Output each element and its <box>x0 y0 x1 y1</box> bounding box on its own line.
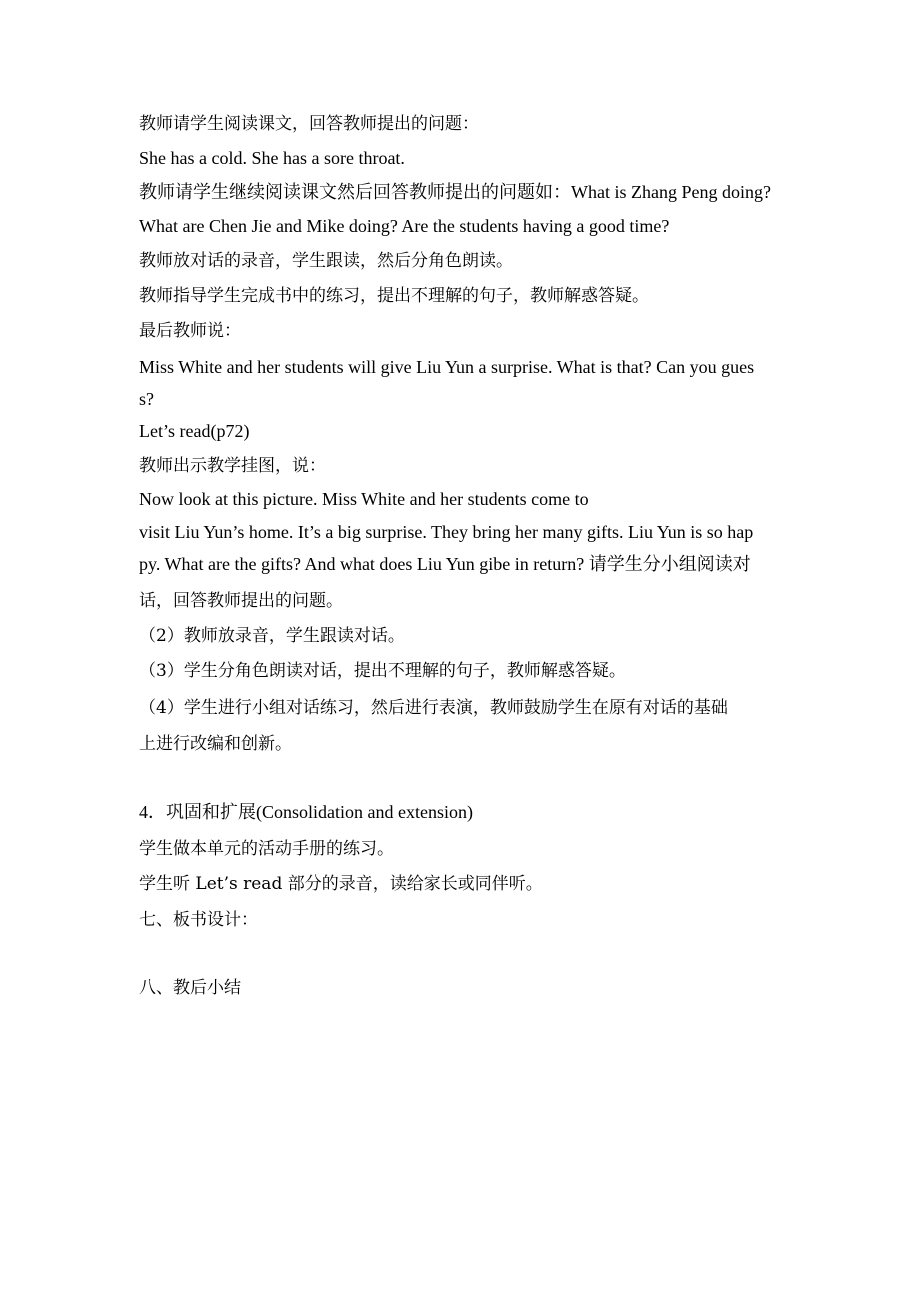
text-line: 最后教师说： <box>139 321 241 341</box>
text-line: 教师出示教学挂图，说： <box>139 456 326 476</box>
text-line: Miss White and her students will give Liu Yun a surprise. What is that? Can you gues <box>139 357 755 377</box>
text-line: Let’s read(p72) <box>139 421 250 441</box>
text-line: 教师指导学生完成书中的练习，提出不理解的句子，教师解惑答疑。 <box>139 286 649 306</box>
text-line: 教师放对话的录音，学生跟读，然后分角色朗读。 <box>139 251 513 271</box>
text-line: 学生听 Let’s read 部分的录音，读给家长或同伴听。 <box>139 874 543 894</box>
text-line: 教师请学生继续阅读课文然后回答教师提出的问题如：What is Zhang Peng doing? <box>139 182 771 202</box>
text-line: （2）教师放录音，学生跟读对话。 <box>139 626 405 646</box>
text-line: She has a cold. She has a sore throat. <box>139 148 405 168</box>
text-line: 学生做本单元的活动手册的练习。 <box>139 839 394 859</box>
text-line: （3）学生分角色朗读对话，提出不理解的句子，教师解惑答疑。 <box>139 661 626 681</box>
text-line: 上进行改编和创新。 <box>139 734 292 754</box>
text-line: What are Chen Jie and Mike doing? Are the students having a good time? <box>139 216 670 236</box>
text-line: 教师请学生阅读课文，回答教师提出的问题： <box>139 114 479 134</box>
text-line: 七、板书设计： <box>139 910 258 930</box>
text-line: Now look at this picture. Miss White and her students come to <box>139 489 589 509</box>
text-line: 话，回答教师提出的问题。 <box>139 591 343 611</box>
text-line: visit Liu Yun’s home. It’s a big surprise. They bring her many gifts. Liu Yun is so hap <box>139 522 754 542</box>
text-line: s? <box>139 389 154 409</box>
text-line: （4）学生进行小组对话练习，然后进行表演，教师鼓励学生在原有对话的基础 <box>139 698 728 718</box>
text-line: 4．巩固和扩展(Consolidation and extension) <box>139 802 473 822</box>
text-line: 八、教后小结 <box>139 978 241 998</box>
text-line: py. What are the gifts? And what does Liu Yun gibe in return? 请学生分小组阅读对 <box>139 554 751 574</box>
